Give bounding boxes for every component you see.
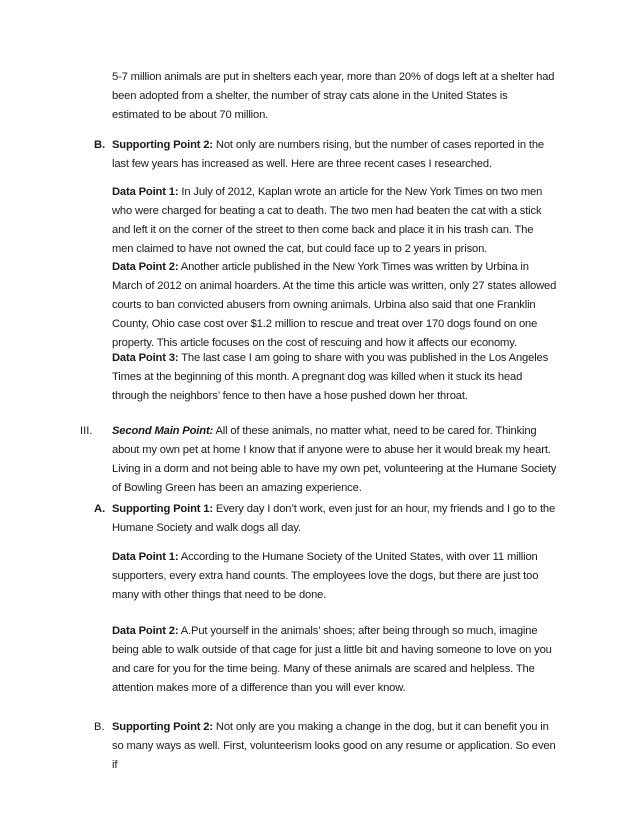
data-point-paragraph: Data Point 2: Another article published in the New York Times was written by Urbina in March of 2012 on animal hoarders. At the time this article was written, only 27 states allowed courts to ban convicted abusers from owning animals. Urbina also said that one Franklin County, Ohio case cost over $1.2 million to rescue and treat over 170 dogs found on one property. This article focuses on the cost of rescuing and how it affects our economy.: [112, 261, 557, 349]
data-point-label: Data Point 3:: [112, 352, 179, 364]
main-point-label: Second Main Point:: [112, 425, 214, 437]
data-point-label: Data Point 1:: [112, 551, 179, 563]
data-point-paragraph: Data Point 2: A.Put yourself in the animals’ shoes; after being through so much, imagine being able to walk outside of that cage for just a little bit and having someone to love on you and care for you for the time being. Many of these animals are scared and helpless. The attention makes more of a difference than you will ever know.: [112, 625, 552, 694]
data-point-label: Data Point 1:: [112, 186, 179, 198]
data-point-label: Data Point 2:: [112, 625, 179, 637]
outline-letter-b: B.: [94, 721, 105, 733]
outline-letter-a: A.: [94, 503, 106, 515]
main-point-paragraph: Second Main Point: All of these animals, no matter what, need to be cared for. Thinking about my own pet at home I know that if anyone were to abuse her it would break my heart. Living in a dorm and not being able to have my own pet, volunteering at the Humane Society of Bowling Green has been an amazing experience.: [112, 425, 557, 494]
supporting-point-paragraph: Supporting Point 2: Not only are numbers rising, but the number of cases reported in the last few years has increased as well. Here are three recent cases I researched.: [112, 139, 544, 170]
supporting-point-paragraph: Supporting Point 1: Every day I don’t work, even just for an hour, my friends and I go to the Humane Society and walk dogs all day.: [112, 503, 556, 534]
data-point-paragraph: Data Point 1: In July of 2012, Kaplan wrote an article for the New York Times on two men who were charged for beating a cat to death. The two men had beaten the cat with a stick and left it on the corner of the street to then come back and place it in his trash can. The men claimed to have not owned the cat, but could face up to 2 years in prison.: [112, 186, 543, 255]
intro-paragraph: 5-7 million animals are put in shelters each year, more than 20% of dogs left at a shelter had been adopted from a shelter, the number of stray cats alone in the United States is estimated to be about 70 million.: [112, 71, 555, 121]
supporting-point-label: Supporting Point 1:: [112, 503, 213, 515]
data-point-paragraph: Data Point 3: The last case I am going to share with you was published in the Los Angeles Times at the beginning of this month. A pregnant dog was killed when it stuck its head through the neighbors’ fence to then have a hose pushed down her throat.: [112, 352, 549, 402]
supporting-point-label: Supporting Point 2:: [112, 139, 213, 151]
data-point-label: Data Point 2:: [112, 261, 179, 273]
outline-numeral-iii: III.: [80, 425, 93, 437]
supporting-point-paragraph: Supporting Point 2: Not only are you making a change in the dog, but it can benefit you in so many ways as well. First, volunteerism looks good on any resume or application. So even if: [112, 721, 556, 771]
supporting-point-label: Supporting Point 2:: [112, 721, 213, 733]
outline-letter-b: B.: [94, 139, 106, 151]
data-point-paragraph: Data Point 1: According to the Humane Society of the United States, with over 11 million supporters, every extra hand counts. The employees love the dogs, but there are just too many with other things that need to be done.: [112, 551, 539, 601]
